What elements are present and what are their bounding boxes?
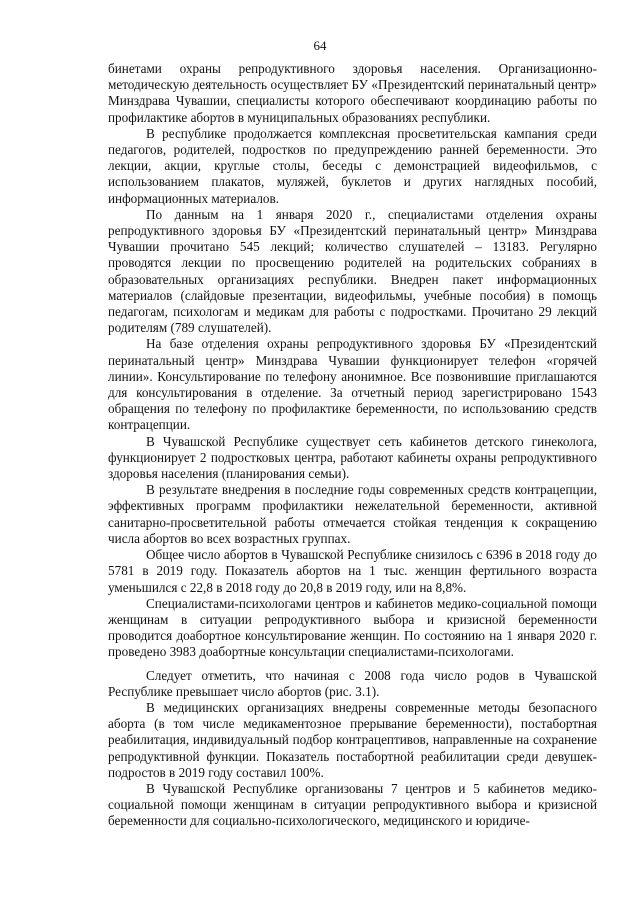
paragraph-lectures-statistics: По данным на 1 января 2020 г., специалистами отделения охраны репродуктивного здоровья БУ «Президентский перинатальный центр» Минздрава Чувашии прочитано 545 лекций; количество слушателей – 13183. Регулярно проводятся лекции по просвещению родителей на родительских собраниях в образовательных организациях республики. Внедрен пакет информационных материалов (слайдовые презентации, видеофильмы, учебные пособия) в помощь педагогам, психологам и медикам для работы с подростками. Прочитано 29 лекций родителям (789 слушателей). (108, 206, 597, 336)
paragraph-psychologist-consultations: Специалистами-психологами центров и кабинетов медико-социальной помощи женщинам в ситуации репродуктивного выбора и кризисной беременности проводится доабортное консультирование женщин. По состоянию на 1 января 2020 г. проведено 3983 доабортные консультации специалистами-психологами. (108, 595, 597, 660)
paragraph-education-campaign: В республике продолжается комплексная просветительская кампания среди педагогов, родителей, подростков по предупреждению ранней беременности. Это лекции, акции, круглые столы, беседы с демонстрацией видеофильмов, с использованием плакатов, муляжей, буклетов и других наглядных пособий, информационных материалов. (108, 125, 597, 206)
paragraph-support-centers: В Чувашской Республике организованы 7 центров и 5 кабинетов медико-социальной помощи женщинам в ситуации репродуктивного выбора и кризисной беременности для социально-психологического, медицинского и юридиче- (108, 780, 597, 829)
paragraph-abortion-numbers: Общее число абортов в Чувашской Республике снизилось с 6396 в 2018 году до 5781 в 2019 году. Показатель абортов на 1 тыс. женщин фертильного возраста уменьшился с 22,8 в 2018 году до 20,8 в 2019 году, или на 8,8%. (108, 547, 597, 595)
page-number: 64 (313, 38, 327, 53)
paragraph-births-vs-abortions: Следует отметить, что начиная с 2008 года число родов в Чувашской Республике превышает число абортов (рис. 3.1). (108, 667, 597, 699)
paragraph-contraception-results: В результате внедрения в последние годы современных средств контрацепции, эффективных программ профилактики нежелательной беременности, активной санитарно-просветительной работы отмечается стойкая тенденция к сокращению числа абортов во всех возрастных группах. (108, 482, 597, 546)
paragraph-gynecology-network: В Чувашской Республике существует сеть кабинетов детского гинеколога, функционирует 2 подростковых центра, работают кабинеты охраны репродуктивного здоровья населения (планирования семьи). (108, 433, 597, 482)
paragraph-hotline: На базе отделения охраны репродуктивного здоровья БУ «Президентский перинатальный центр» Минздрава Чувашии функционирует телефон «горячей линии». Консультирование по телефону анонимное. Все позвонившие приглашаются для консультирования в отделение. За отчетный период зарегистрировано 1543 обращения по телефону по профилактике беременности, по использованию средств контрацепции. (108, 336, 597, 433)
paragraph-safe-methods: В медицинских организациях внедрены современные методы безопасного аборта (в том числе медикаментозное прерывание беременности), постабортная реабилитация, индивидуальный подбор контрацептивов, направленные на сохранение репродуктивной функции. Показатель постабортной реабилитации среди девушек-подростов в 2019 году составил 100%. (108, 699, 597, 780)
body-text (108, 61, 597, 830)
paragraph-continuation: бинетами охраны репродуктивного здоровья населения. Организационно-методическую деятельность осуществляет БУ «Президентский перинатальный центр» Минздрава Чувашии, специалисты которого обеспечивают координацию работы по профилактике абортов в муниципальных образованиях республики. (108, 61, 597, 125)
